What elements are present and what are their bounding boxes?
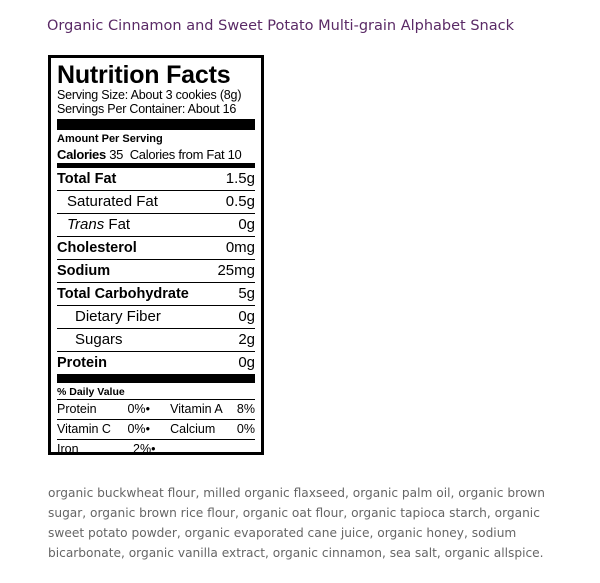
nutrient-row-total-fat (57, 168, 255, 191)
vitamin-name: Protein (57, 402, 97, 416)
nutrient-row-trans-fat (57, 214, 255, 237)
nutrient-label: Protein (57, 355, 107, 371)
vitamin-pct-value: 0% (127, 422, 146, 436)
daily-value-heading: % Daily Value (57, 386, 125, 398)
nutrient-row-total-carbohydrate (57, 283, 255, 306)
vitamin-name: Calcium (170, 422, 216, 436)
vitamin-pct-value: 2% (133, 442, 152, 456)
bullet-separator: • (151, 442, 156, 456)
nutrient-label: Cholesterol (57, 240, 137, 256)
nutrient-value: 0mg (225, 239, 255, 256)
nutrient-value: 0g (238, 354, 255, 371)
nutrient-label: Saturated Fat (67, 193, 158, 210)
vitamin-pct: 0% (236, 422, 255, 436)
nutrition-facts-panel (48, 55, 264, 455)
nutrient-row-protein (57, 352, 255, 374)
product-title: Organic Cinnamon and Sweet Potato Multi-grain Alphabet Snack (47, 18, 514, 34)
nutrient-row-cholesterol (57, 237, 255, 260)
nutrient-value: 0g (238, 308, 255, 325)
calories-from-fat-label: Calories from Fat (129, 147, 225, 162)
vitamin-name: Vitamin A (170, 402, 223, 416)
calories-label: Calories (57, 147, 106, 162)
nutrient-row-saturated-fat (57, 191, 255, 214)
nutrient-value: 0.5g (225, 193, 255, 210)
bullet-separator: • (145, 402, 150, 416)
trans-italic: Trans (67, 216, 105, 233)
vitamin-pct: 8% (236, 402, 255, 416)
nutrient-row-sodium (57, 260, 255, 283)
calories-from-fat-value: 10 (227, 147, 242, 162)
vitamin-pct (251, 440, 255, 459)
nutrient-value: 1.5g (225, 170, 255, 187)
vitamin-pct (133, 440, 179, 459)
vitamin-pct (127, 420, 170, 439)
nutrient-value: 0g (238, 216, 255, 233)
nutrient-label: Sodium (57, 263, 111, 279)
amount-per-serving: Amount Per Serving (57, 133, 163, 145)
nutrition-facts-heading: Nutrition Facts (57, 61, 231, 89)
ingredients-text: organic buckwheat flour, milled organic flaxseed, organic palm oil, organic brown sugar, organic brown rice flour, organic oat flour, organic tapioca starch, organic sweet potato powder, organic evaporated cane juice, organic honey, sodium bicarbonate, organic vanilla extract, organic cinnamon, sea salt, organic allspice. (48, 486, 545, 560)
servings-per-container: Servings Per Container: About 16 (57, 102, 237, 116)
nutrient-label: Dietary Fiber (75, 308, 161, 325)
nutrient-row-sugars (57, 329, 255, 352)
vitamin-pct (127, 400, 170, 419)
nutrient-value: 2g (238, 331, 255, 348)
vitamin-row (57, 439, 255, 459)
serving-size: Serving Size: About 3 cookies (8g) (57, 88, 242, 102)
vitamin-pct-value: 0% (127, 402, 146, 416)
nutrient-label: Total Fat (57, 171, 117, 187)
vitamin-row (57, 419, 255, 439)
nutrient-value: 25mg (217, 262, 255, 279)
nutrient-label (57, 214, 130, 236)
vitamin-name: Iron (57, 442, 79, 456)
calories-value: 35 (109, 147, 124, 162)
vitamin-name (179, 440, 251, 459)
nutrient-label: Sugars (75, 331, 123, 348)
vitamin-row (57, 399, 255, 419)
nutrient-value: 5g (238, 285, 255, 302)
thick-divider (57, 374, 255, 383)
nutrient-row-dietary-fiber (57, 306, 255, 329)
calories-row (57, 146, 255, 163)
thick-divider (57, 119, 255, 130)
vitamin-name: Vitamin C (57, 422, 111, 436)
trans-fat-suffix: Fat (104, 216, 131, 233)
nutrient-label: Total Carbohydrate (57, 286, 189, 302)
bullet-separator: • (145, 422, 150, 436)
